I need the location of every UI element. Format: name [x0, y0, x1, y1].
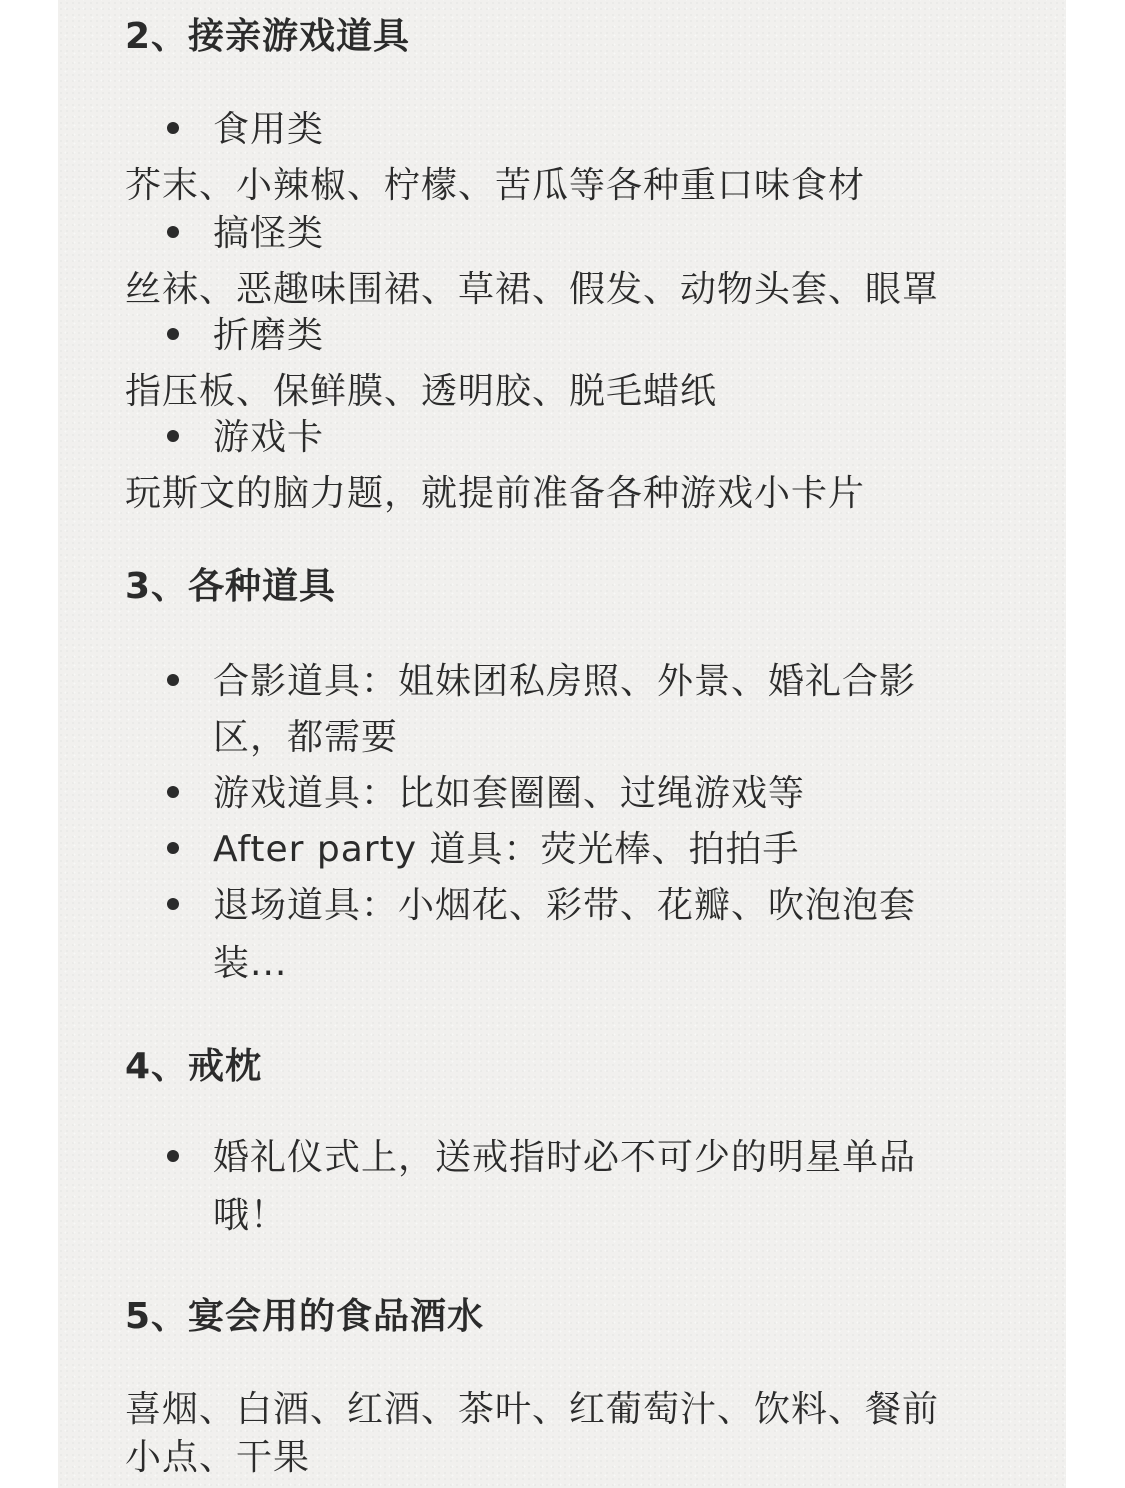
list-item-text: 退场道具：小烟花、彩带、花瓣、吹泡泡套	[213, 885, 917, 926]
bullet-icon	[167, 122, 179, 134]
section-4-title: 4、戒枕	[125, 1046, 263, 1087]
bullet-icon	[167, 674, 179, 686]
list-item-detail: 玩斯文的脑力题，就提前准备各种游戏小卡片	[125, 473, 866, 514]
list-item-label: 食用类	[213, 109, 325, 150]
list-item-text: 区，都需要	[213, 717, 399, 758]
list-item-label: 搞怪类	[213, 213, 325, 254]
bullet-icon	[167, 430, 179, 442]
list-item-text: 合影道具：姐妹团私房照、外景、婚礼合影	[213, 661, 917, 702]
list-item-text: 游戏道具：比如套圈圈、过绳游戏等	[213, 773, 806, 814]
bullet-icon	[167, 1150, 179, 1162]
section-2-title: 2、接亲游戏道具	[125, 16, 411, 57]
bullet-icon	[167, 898, 179, 910]
bullet-icon	[167, 328, 179, 340]
section-5-text: 喜烟、白酒、红酒、茶叶、红葡萄汁、饮料、餐前	[125, 1389, 940, 1430]
list-item-label: 折磨类	[213, 315, 325, 356]
list-item-text: 婚礼仪式上，送戒指时必不可少的明星单品	[213, 1137, 917, 1178]
section-5-text: 小点、干果	[125, 1437, 311, 1478]
list-item-detail: 芥末、小辣椒、柠檬、苦瓜等各种重口味食材	[125, 165, 866, 206]
list-item-detail: 丝袜、恶趣味围裙、草裙、假发、动物头套、眼罩	[125, 269, 940, 310]
section-5-title: 5、宴会用的食品酒水	[125, 1296, 485, 1337]
list-item-text: After party 道具：荧光棒、拍拍手	[213, 829, 800, 870]
list-item-label: 游戏卡	[213, 417, 325, 458]
bullet-icon	[167, 786, 179, 798]
list-item-text: 哦！	[213, 1195, 288, 1236]
section-3-title: 3、各种道具	[125, 566, 337, 607]
bullet-icon	[167, 842, 179, 854]
bullet-icon	[167, 226, 179, 238]
list-item-text: 装...	[213, 943, 288, 984]
list-item-detail: 指压板、保鲜膜、透明胶、脱毛蜡纸	[125, 371, 718, 412]
